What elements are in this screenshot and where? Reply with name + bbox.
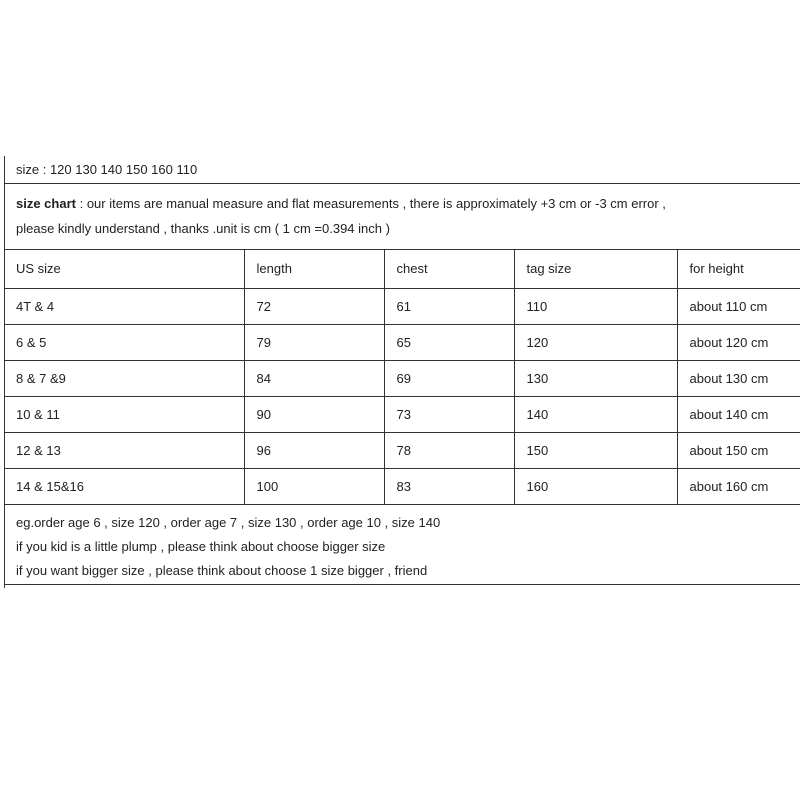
cell-for-height: about 160 cm <box>677 468 800 504</box>
size-list-text: size : 120 130 140 150 160 110 <box>16 162 198 177</box>
cell-length: 96 <box>244 432 384 468</box>
notes-section <box>4 505 800 585</box>
cell-tag-size: 150 <box>514 432 677 468</box>
header-length: length <box>244 250 384 288</box>
cell-tag-size: 110 <box>514 288 677 324</box>
cell-length: 79 <box>244 324 384 360</box>
header-chest: chest <box>384 250 514 288</box>
cell-for-height: about 150 cm <box>677 432 800 468</box>
cell-chest: 73 <box>384 396 514 432</box>
cell-length: 100 <box>244 468 384 504</box>
table-row <box>4 396 800 432</box>
cell-us-size: 14 & 15&16 <box>4 468 244 504</box>
cell-length: 90 <box>244 396 384 432</box>
table-row <box>4 432 800 468</box>
size-chart-sheet <box>4 156 800 585</box>
intro-line-1-text: : our items are manual measure and flat measurements , there is approximately +3 cm or -3 cm error , <box>75 196 666 211</box>
note-line: if you want bigger size , please think about choose 1 size bigger , friend <box>16 562 428 578</box>
cell-us-size: 8 & 7 &9 <box>4 360 244 396</box>
header-us-size: US size <box>4 250 244 288</box>
cell-chest: 69 <box>384 360 514 396</box>
cell-for-height: about 140 cm <box>677 396 800 432</box>
table-row <box>4 324 800 360</box>
cell-chest: 83 <box>384 468 514 504</box>
size-list-row <box>4 156 800 184</box>
cell-for-height: about 130 cm <box>677 360 800 396</box>
table-row <box>4 360 800 396</box>
header-tag-size: tag size <box>514 250 677 288</box>
cell-tag-size: 160 <box>514 468 677 504</box>
cell-for-height: about 110 cm <box>677 288 800 324</box>
table-row <box>4 468 800 504</box>
cell-us-size: 6 & 5 <box>4 324 244 360</box>
size-table <box>4 250 800 505</box>
note-line: if you kid is a little plump , please think about choose bigger size <box>16 538 386 554</box>
cell-tag-size: 120 <box>514 324 677 360</box>
cell-us-size: 4T & 4 <box>4 288 244 324</box>
size-chart-intro <box>4 184 800 250</box>
cell-length: 72 <box>244 288 384 324</box>
cell-chest: 78 <box>384 432 514 468</box>
cell-for-height: about 120 cm <box>677 324 800 360</box>
cell-tag-size: 140 <box>514 396 677 432</box>
cell-length: 84 <box>244 360 384 396</box>
intro-line-1 <box>16 196 666 211</box>
intro-line-2: please kindly understand , thanks .unit is cm ( 1 cm =0.394 inch ) <box>16 221 390 236</box>
note-line: eg.order age 6 , size 120 , order age 7 , size 130 , order age 10 , size 140 <box>16 514 441 530</box>
cell-us-size: 10 & 11 <box>4 396 244 432</box>
intro-heading: size chart <box>16 196 76 211</box>
cell-chest: 61 <box>384 288 514 324</box>
cell-us-size: 12 & 13 <box>4 432 244 468</box>
header-for-height: for height <box>677 250 800 288</box>
cell-chest: 65 <box>384 324 514 360</box>
cell-tag-size: 130 <box>514 360 677 396</box>
table-row <box>4 288 800 324</box>
table-header-row <box>4 250 800 288</box>
